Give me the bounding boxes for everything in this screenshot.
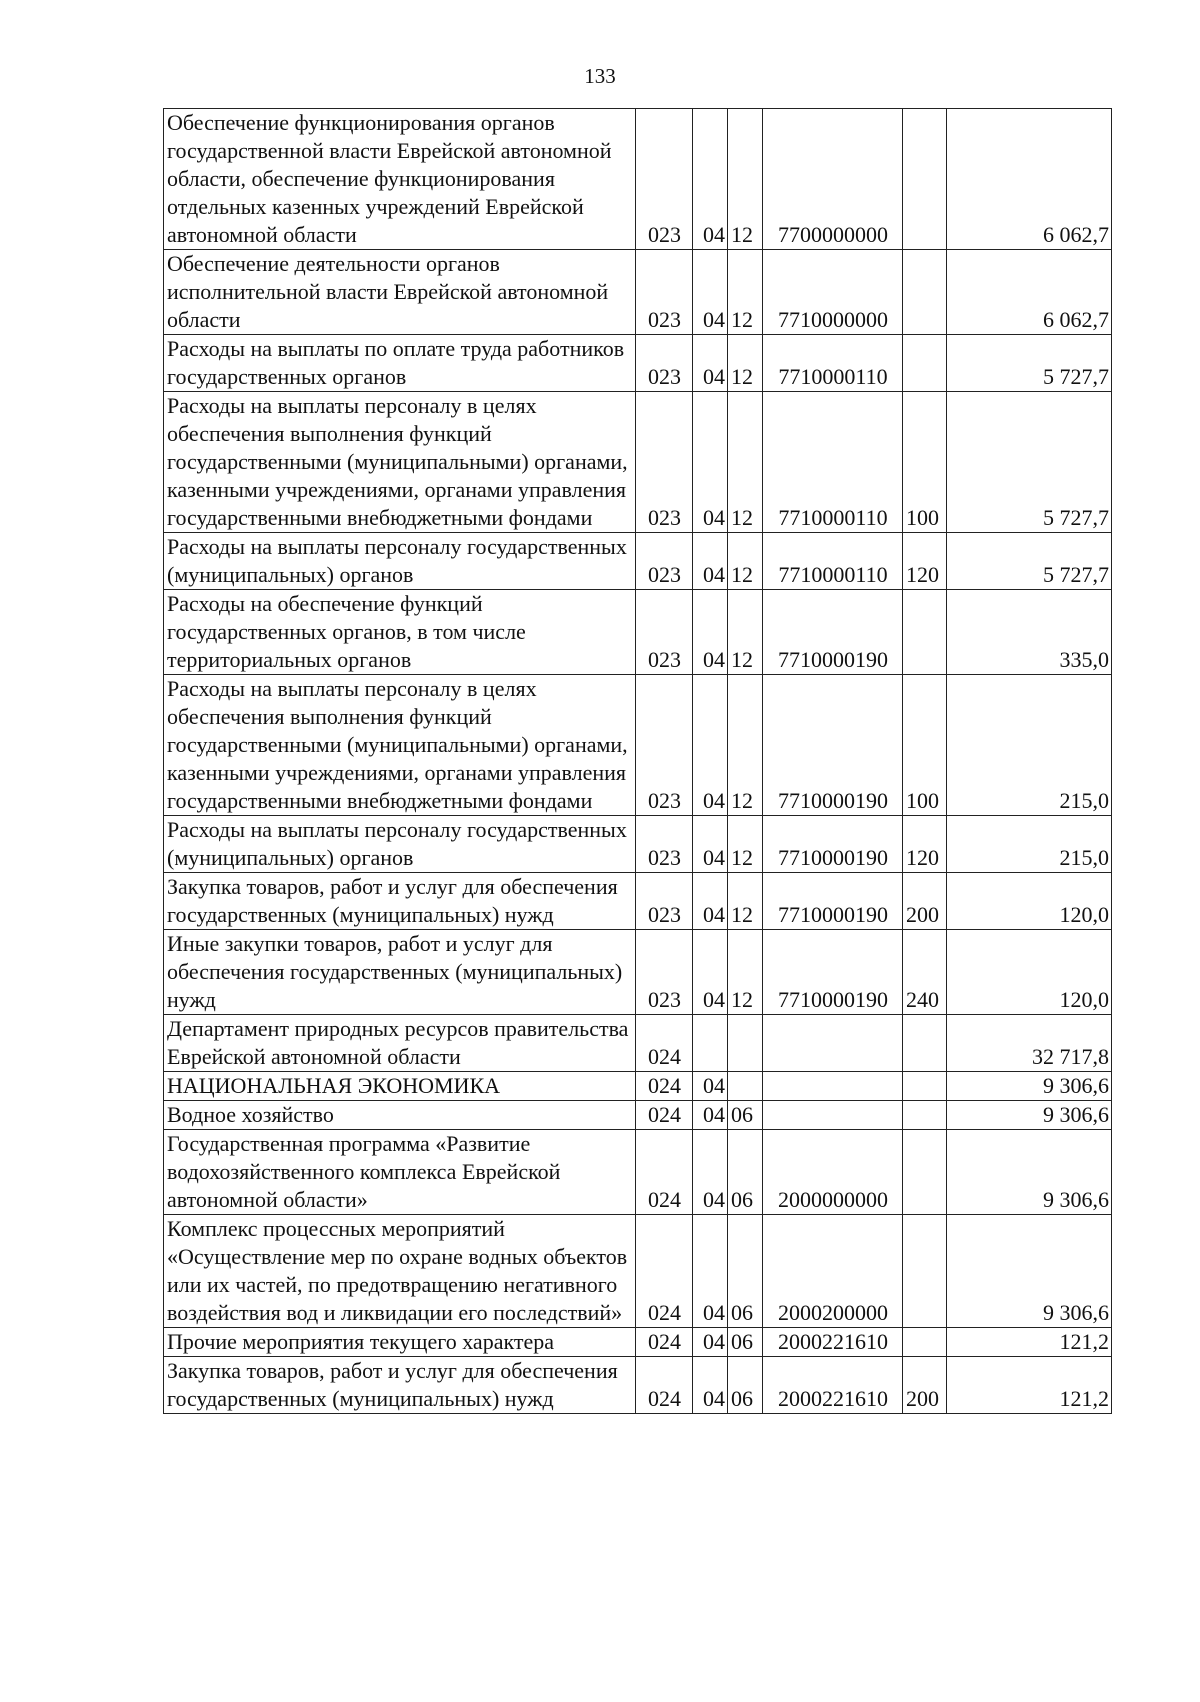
admin-code: 024 [636,1328,693,1357]
section-code: 04 [693,392,728,533]
table-row [164,250,1112,335]
admin-code: 023 [636,930,693,1015]
table-row [164,392,1112,533]
section-code: 04 [693,533,728,590]
amount: 9 306,6 [947,1130,1112,1215]
row-name: Закупка товаров, работ и услуг для обеспечения государственных (муниципальных) нужд [164,873,636,930]
target-article-code: 7710000000 [763,250,903,335]
expense-kind-code: 240 [903,930,947,1015]
table-row [164,1072,1112,1101]
row-name: Расходы на выплаты по оплате труда работников государственных органов [164,335,636,392]
subsection-code: 12 [728,816,763,873]
subsection-code [728,1072,763,1101]
row-name: Расходы на выплаты персоналу в целях обеспечения выполнения функций государственными (муниципальными) органами, казенными учреждениями, органами управления государственными внебюджетными фондами [164,392,636,533]
target-article-code: 7710000110 [763,533,903,590]
admin-code: 024 [636,1015,693,1072]
row-name: Расходы на обеспечение функций государственных органов, в том числе территориальных органов [164,590,636,675]
subsection-code: 06 [728,1215,763,1328]
row-name: Расходы на выплаты персоналу государственных (муниципальных) органов [164,533,636,590]
admin-code: 024 [636,1215,693,1328]
row-name: Иные закупки товаров, работ и услуг для обеспечения государственных (муниципальных) нужд [164,930,636,1015]
admin-code: 023 [636,335,693,392]
admin-code: 024 [636,1072,693,1101]
target-article-code [763,1015,903,1072]
row-name: Обеспечение деятельности органов исполнительной власти Еврейской автономной области [164,250,636,335]
expense-kind-code [903,250,947,335]
expense-kind-code [903,335,947,392]
amount: 9 306,6 [947,1215,1112,1328]
subsection-code: 12 [728,109,763,250]
row-name: Закупка товаров, работ и услуг для обеспечения государственных (муниципальных) нужд [164,1357,636,1414]
table-row [164,930,1112,1015]
amount: 9 306,6 [947,1072,1112,1101]
subsection-code: 12 [728,930,763,1015]
row-name: Государственная программа «Развитие водохозяйственного комплекса Еврейской автономной области» [164,1130,636,1215]
target-article-code [763,1072,903,1101]
table-row [164,1015,1112,1072]
amount: 32 717,8 [947,1015,1112,1072]
subsection-code: 06 [728,1130,763,1215]
target-article-code: 2000200000 [763,1215,903,1328]
target-article-code: 7710000110 [763,392,903,533]
section-code: 04 [693,1215,728,1328]
target-article-code: 7710000190 [763,816,903,873]
expense-kind-code [903,1328,947,1357]
table-row [164,1101,1112,1130]
target-article-code: 2000221610 [763,1357,903,1414]
expense-kind-code [903,1215,947,1328]
row-name: Департамент природных ресурсов правительства Еврейской автономной области [164,1015,636,1072]
row-name: Расходы на выплаты персоналу в целях обеспечения выполнения функций государственными (муниципальными) органами, казенными учреждениями, органами управления государственными внебюджетными фондами [164,675,636,816]
target-article-code: 2000221610 [763,1328,903,1357]
row-name: Комплекс процессных мероприятий «Осуществление мер по охране водных объектов или их частей, по предотвращению негативного воздействия вод и ликвидации его последствий» [164,1215,636,1328]
amount: 5 727,7 [947,335,1112,392]
target-article-code: 7700000000 [763,109,903,250]
expense-kind-code [903,1072,947,1101]
subsection-code: 12 [728,675,763,816]
page-number: 133 [584,64,616,88]
expense-kind-code: 200 [903,1357,947,1414]
target-article-code [763,1101,903,1130]
amount: 5 727,7 [947,533,1112,590]
expense-kind-code [903,590,947,675]
section-code: 04 [693,590,728,675]
section-code: 04 [693,335,728,392]
table-row [164,675,1112,816]
target-article-code: 2000000000 [763,1130,903,1215]
admin-code: 023 [636,590,693,675]
expense-kind-code: 200 [903,873,947,930]
amount: 6 062,7 [947,250,1112,335]
amount: 9 306,6 [947,1101,1112,1130]
table-row [164,335,1112,392]
table-row [164,590,1112,675]
amount: 121,2 [947,1357,1112,1414]
table-row [164,1357,1112,1414]
amount: 5 727,7 [947,392,1112,533]
target-article-code: 7710000190 [763,930,903,1015]
admin-code: 024 [636,1357,693,1414]
admin-code: 024 [636,1130,693,1215]
section-code: 04 [693,1072,728,1101]
table-row [164,1215,1112,1328]
subsection-code: 12 [728,873,763,930]
table-row [164,1328,1112,1357]
subsection-code: 06 [728,1101,763,1130]
table-row [164,1130,1112,1215]
table-row [164,816,1112,873]
section-code: 04 [693,816,728,873]
subsection-code: 06 [728,1357,763,1414]
section-code: 04 [693,1101,728,1130]
expense-kind-code [903,1130,947,1215]
budget-table [163,108,1112,1414]
section-code: 04 [693,1328,728,1357]
section-code: 04 [693,930,728,1015]
expense-kind-code: 120 [903,816,947,873]
admin-code: 024 [636,1101,693,1130]
amount: 121,2 [947,1328,1112,1357]
subsection-code: 06 [728,1328,763,1357]
expense-kind-code: 120 [903,533,947,590]
section-code: 04 [693,1130,728,1215]
admin-code: 023 [636,873,693,930]
table-row [164,873,1112,930]
row-name: Обеспечение функционирования органов государственной власти Еврейской автономной области, обеспечение функционирования отдельных казенных учреждений Еврейской автономной области [164,109,636,250]
target-article-code: 7710000190 [763,675,903,816]
subsection-code: 12 [728,250,763,335]
expense-kind-code: 100 [903,392,947,533]
admin-code: 023 [636,392,693,533]
subsection-code: 12 [728,392,763,533]
amount: 215,0 [947,675,1112,816]
section-code: 04 [693,1357,728,1414]
target-article-code: 7710000190 [763,590,903,675]
amount: 120,0 [947,873,1112,930]
section-code [693,1015,728,1072]
row-name: НАЦИОНАЛЬНАЯ ЭКОНОМИКА [164,1072,636,1101]
amount: 335,0 [947,590,1112,675]
row-name: Расходы на выплаты персоналу государственных (муниципальных) органов [164,816,636,873]
section-code: 04 [693,250,728,335]
section-code: 04 [693,109,728,250]
subsection-code: 12 [728,335,763,392]
subsection-code [728,1015,763,1072]
row-name: Прочие мероприятия текущего характера [164,1328,636,1357]
section-code: 04 [693,675,728,816]
subsection-code: 12 [728,533,763,590]
admin-code: 023 [636,109,693,250]
target-article-code: 7710000110 [763,335,903,392]
section-code: 04 [693,873,728,930]
expense-kind-code: 100 [903,675,947,816]
admin-code: 023 [636,533,693,590]
admin-code: 023 [636,816,693,873]
amount: 215,0 [947,816,1112,873]
target-article-code: 7710000190 [763,873,903,930]
admin-code: 023 [636,250,693,335]
table-row [164,109,1112,250]
amount: 120,0 [947,930,1112,1015]
table-row [164,533,1112,590]
row-name: Водное хозяйство [164,1101,636,1130]
budget-table-body [164,109,1112,1414]
amount: 6 062,7 [947,109,1112,250]
subsection-code: 12 [728,590,763,675]
expense-kind-code [903,1015,947,1072]
expense-kind-code [903,109,947,250]
expense-kind-code [903,1101,947,1130]
admin-code: 023 [636,675,693,816]
